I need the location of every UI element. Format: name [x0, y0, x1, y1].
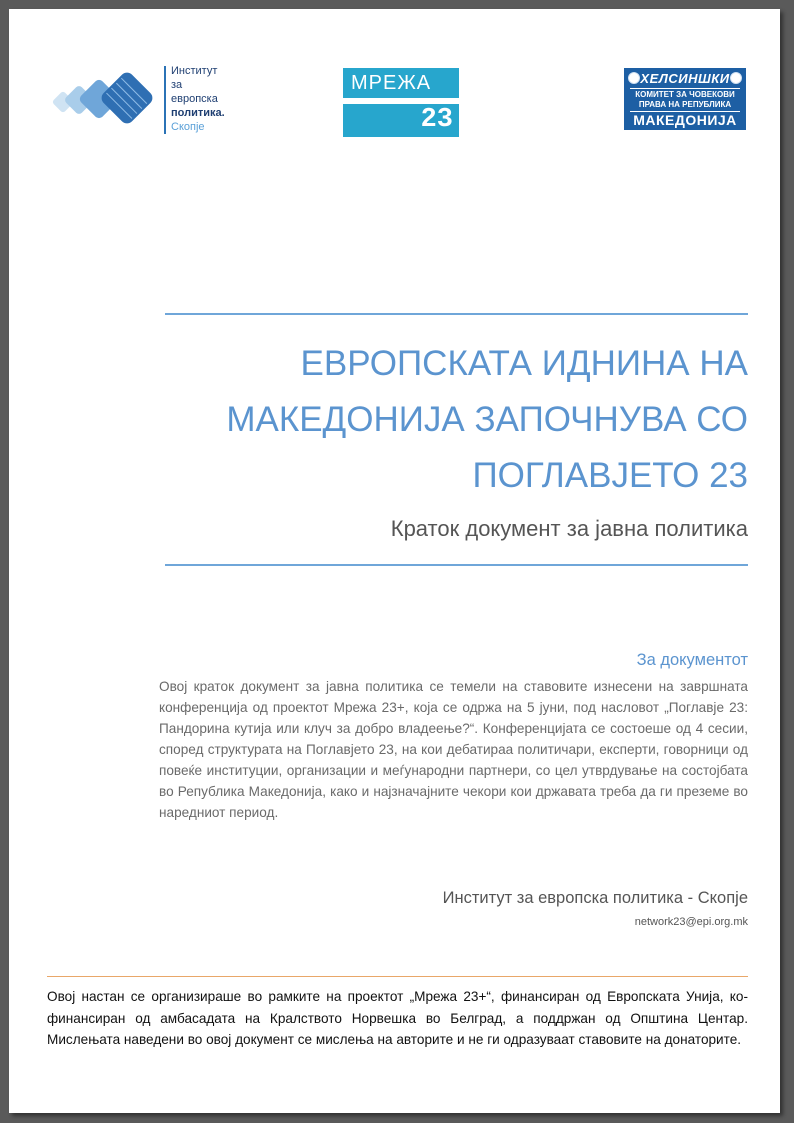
title-top-rule — [165, 313, 748, 315]
contact-email: network23@epi.org.mk — [634, 916, 748, 928]
iep-logo-line: европска — [171, 93, 218, 105]
iep-logo-line: Институт — [171, 65, 218, 77]
helsinki-logo-name: ХЕЛСИНШКИ — [640, 71, 730, 86]
helsinki-committee-logo — [624, 68, 746, 130]
document-title — [165, 336, 748, 504]
organization-name: Институт за европска политика - Скопје — [442, 889, 748, 907]
title-line: ПОГЛАВЈЕТО 23 — [472, 456, 748, 495]
mreza-logo-word: МРЕЖА — [343, 68, 459, 98]
iep-logo-mark-icon — [49, 72, 161, 128]
footer-rule — [47, 976, 748, 977]
about-heading: За документот — [636, 651, 748, 669]
helsinki-logo-subtitle — [624, 90, 746, 110]
mreza-logo-number: 23 — [420, 105, 453, 135]
helsinki-logo-line: ПРАВА НА РЕПУБЛИКА — [638, 100, 732, 109]
mreza-23-logo — [343, 68, 459, 137]
iep-logo-divider — [164, 66, 166, 134]
footer-disclaimer: Овој настан се организираше во рамките на проектот „Мрежа 23+“, финансиран од Европската Унија, ко-финансиран од амбасадата на Кралството Норвешка во Белград, а поддржан од Општина Центар. Мислењата наведени во овој документ се мислења на авторите и не ги одразуваат ставовите на донаторите. — [47, 989, 748, 1047]
iep-logo — [49, 64, 229, 144]
helsinki-logo-line: КОМИТЕТ ЗА ЧОВЕКОВИ — [635, 90, 735, 99]
about-paragraph: Овој краток документ за јавна политика се темели на ставовите изнесени на завршната конференција од проектот Мрежа 23+, која се одржа на 5 јуни, под насловот „Поглавје 23: Пандорина кутија или клуч за добро владеење?“. Конференцијата се состоеше од 4 сесии, според структурата на Поглавјето 23, на кои дебатираа политичари, експерти, говорници од повеќе институции, организации и меѓународни партнери, со цел утврдување на состојбата во Република Македонија, како и најзначајните чекори кои државата треба да ги преземе во наредниот период. — [159, 679, 748, 820]
document-page — [9, 9, 780, 1113]
iep-logo-line: политика. — [171, 107, 225, 119]
iep-logo-line: за — [171, 79, 183, 91]
title-line: МАКЕДОНИЈА ЗАПОЧНУВА СО — [226, 400, 748, 439]
helsinki-logo-country: МАКЕДОНИЈА — [633, 112, 737, 128]
title-bottom-rule — [165, 564, 748, 566]
title-line: ЕВРОПСКАТА ИДНИНА НА — [300, 344, 748, 383]
iep-logo-text — [171, 64, 225, 134]
document-subtitle: Краток документ за јавна политика — [390, 516, 748, 541]
iep-logo-city: Скопје — [171, 121, 205, 133]
